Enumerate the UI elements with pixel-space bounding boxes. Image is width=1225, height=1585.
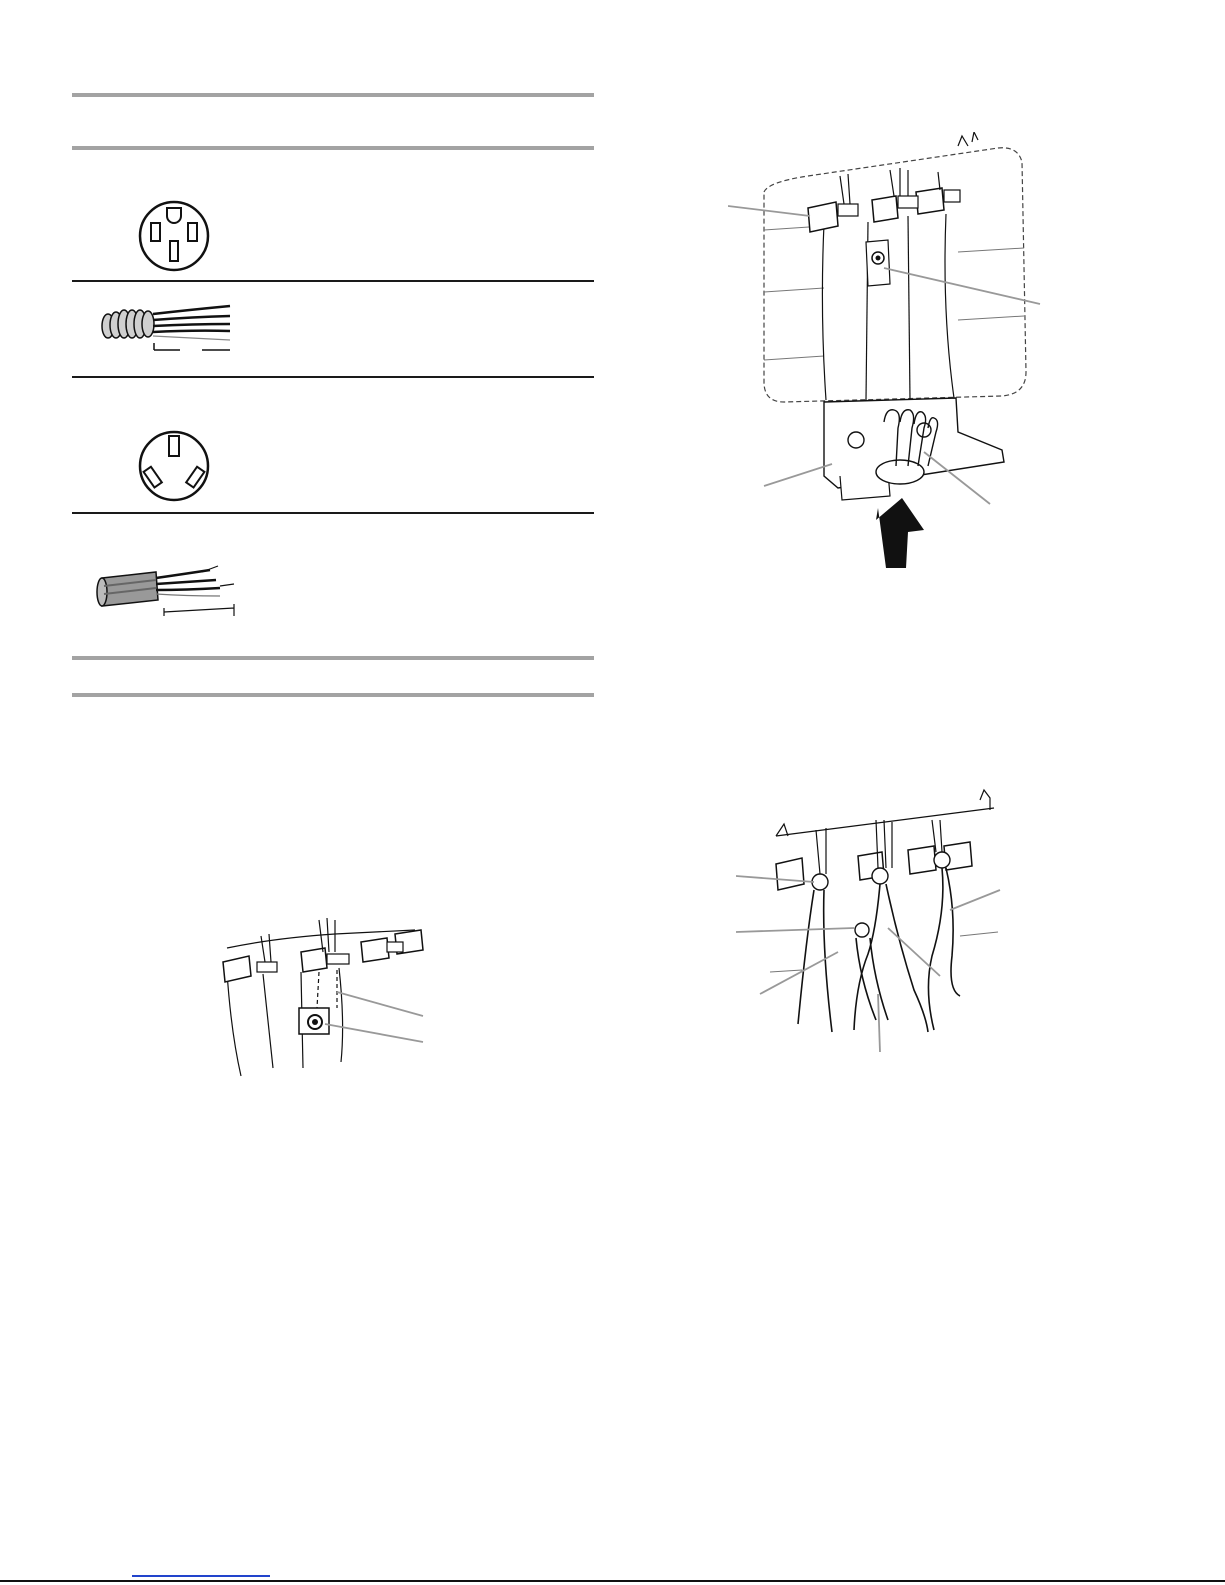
row-divider (72, 376, 594, 378)
page-link-underline[interactable] (132, 1575, 270, 1577)
terminal-block-wiring-diagram (736, 780, 1008, 1052)
three-wire-cable-illustration (94, 556, 244, 624)
junction-box-cable-entry-diagram (728, 132, 1058, 568)
four-wire-flexible-conduit-illustration (98, 300, 238, 360)
section-rule (72, 693, 594, 697)
three-prong-receptacle-icon (134, 426, 214, 506)
section-top-rule (72, 93, 594, 97)
table-header-rule (72, 146, 594, 150)
page-bottom-rule (0, 1580, 1225, 1582)
row-divider (72, 280, 594, 282)
row-divider (72, 512, 594, 514)
terminal-block-ground-link-diagram (215, 912, 435, 1080)
four-prong-receptacle-icon (134, 196, 214, 276)
table-bottom-rule (72, 656, 594, 660)
